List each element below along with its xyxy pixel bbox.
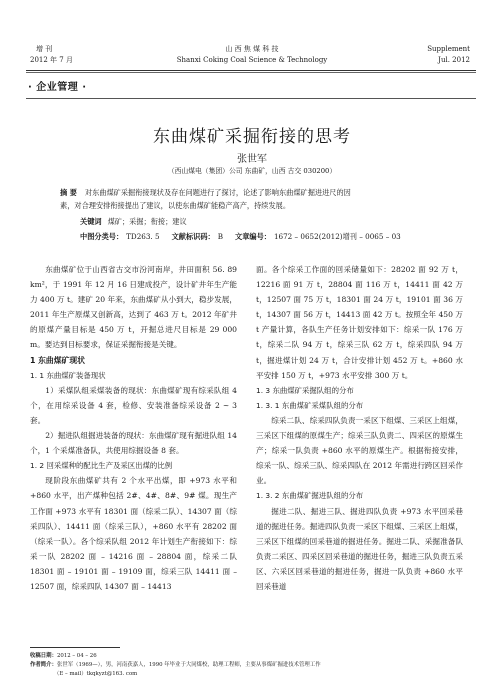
abstract-label: 摘 要 bbox=[60, 188, 77, 197]
header-issue: 增 刊 bbox=[36, 45, 53, 53]
body-paragraph: 面。各个综采工作面的回采储量如下：28202 面 92 万 t，12216 面 91 万 t，28804 面 116 万 t，14411 面 42 万 t，12507 面 75 万 t，18301 面 24 万 t，19101 面 36 万 t，14307 面 56 万 t，14413 面 42 万 t。按照全年 450 万 t 产量计算，各队生产任务计划安排如下：综采一队 176 万 t，综采二队 94 万 t，综采三队 62 万 t，综采四队 94 万 t，掘进煤计划 24 万 t，合计安排计划 452 万 t。+860 水平安排 150 万 t，+973 水平安排 300 万 t。 bbox=[256, 265, 463, 380]
clc-label: 中图分类号： bbox=[80, 232, 124, 241]
header-supplement: Supplement bbox=[427, 45, 470, 53]
subsection-heading: 1. 1 东曲煤矿装备现状 bbox=[30, 370, 106, 380]
subsubsection-heading: 1. 3. 1 东曲煤矿采煤队组的分布 bbox=[256, 400, 364, 410]
article-author: 张世军 bbox=[237, 154, 267, 165]
subsection-heading: 1. 2 回采煤种的配比生产及采区出煤的比例 bbox=[30, 461, 173, 471]
abstract-text-1: 对东曲煤矿采掘衔接现状及存在问题进行了探讨，论述了影响东曲煤矿掘进进尺的因 bbox=[84, 188, 351, 197]
footnote bbox=[30, 652, 480, 679]
author-email: （E – mail）tkqkyzt@163. com bbox=[54, 671, 138, 677]
header-rule-thin bbox=[26, 72, 476, 73]
doc-code-label: 文献标识码： bbox=[171, 232, 215, 241]
received-date: 2012 – 04 – 26 bbox=[56, 653, 97, 659]
clc-value: TD263. 5 bbox=[126, 232, 160, 241]
body-paragraph: 综采二队、综采四队负责一采区下组煤、三采区上组煤，三采区下组煤的原煤生产；综采三队负责二、四采区的原煤生产；综采一队负责 +860 水平的原煤生产。根据衔接安排，综采一队、综采三队、综采四队在 2012 年需进行跨区回采作业。 bbox=[256, 415, 463, 486]
keywords-label: 关键词 bbox=[80, 217, 102, 226]
subsubsection-heading: 1. 3. 2 东曲煤矿掘进队组的分布 bbox=[256, 491, 364, 501]
body-column-left bbox=[30, 262, 237, 594]
article-title: 东曲煤矿采掘衔接的思考 bbox=[153, 127, 351, 147]
abstract-text-2: 素，对合理安排衔接提出了建议，以使东曲煤矿能稳产高产，持续发展。 bbox=[60, 201, 291, 210]
body-paragraph: 东曲煤矿位于山西省古交市汾河南岸，井田面积 56. 89 km²，于 1991 年 12 月 16 日建成投产，设计矿井年生产能力 400 万 t。建矿 20 年来，东曲煤矿从小到大，稳步发展，2011 年生产原煤又创新高，达到了 463 万 t。2012 年矿井的原煤产量目标是 450 万 t，开掘总进尺目标是 29 000 m。要达到目标要求，保证采掘衔接是关键。 bbox=[30, 265, 237, 350]
article-no-value: 1672 – 0652(2012)增刊 – 0065 – 03 bbox=[273, 232, 401, 241]
body-paragraph: 1）采煤队组采煤装备的现状：东曲煤矿现有综采队组 4 个，在用综采设备 4 套，检修、安装准备综采设备 2 ~ 3 套。 bbox=[30, 385, 237, 425]
header-rule bbox=[26, 70, 476, 71]
keywords-text: 煤矿；采掘；衔接；建议 bbox=[107, 217, 187, 226]
article-no-label: 文章编号： bbox=[235, 232, 271, 241]
body-paragraph: 现阶段东曲煤矿共有 2 个水平出煤，即 +973 水平和 +860 水平，出产煤种包括 2#、4#、8#、9# 煤。现生产工作面 +973 水平有 18301 面（综采二队）、14307 面（综采四队）、14411 面（综采三队），+860 水平有 28202 面（综采一队）。各个综采队组 2012 年计划生产衔接如下：综采一队 28202 面 – 14216 面 – 28804 面，综采二队 18301 面 – 19101 面 – 19109 面，综采三队 14411 面 – 12507 面，综采四队 14307 面 – 14413 bbox=[30, 476, 237, 591]
classification-line bbox=[80, 232, 480, 242]
subsection-heading: 1. 3 东曲煤矿采掘队组的分布 bbox=[256, 385, 354, 395]
journal-name-cn: 山 西 焦 煤 科 技 bbox=[225, 45, 279, 53]
header-date: 2012 年 7 月 bbox=[30, 56, 73, 64]
header-date-en: Jul. 2012 bbox=[438, 56, 470, 64]
author-affiliation: （西山煤电（集团）公司 东曲矿，山西 古交 030200） bbox=[167, 167, 337, 175]
section-tag: · 企业管理 · bbox=[28, 82, 87, 93]
author-info: 张世军（1969—），男，河南获嘉人，1990 年毕业于大同煤校，助理工程师，主要从事煤矿掘进技术管理工作 bbox=[56, 662, 321, 668]
body-paragraph: 2）掘进队组掘进装备的现状：东曲煤矿现有掘进队组 14 个，1 个采煤准备队，共使用综掘设备 8 套。 bbox=[30, 431, 237, 456]
author-info-label: 作者简介： bbox=[30, 662, 57, 668]
footnote-rule bbox=[30, 647, 120, 648]
abstract bbox=[60, 186, 450, 212]
section-heading: 1 东曲煤矿现状 bbox=[30, 355, 85, 365]
keywords bbox=[80, 217, 187, 227]
header-right bbox=[427, 44, 470, 66]
body-column-right bbox=[256, 262, 463, 594]
received-label: 收稿日期： bbox=[30, 653, 57, 659]
body-paragraph: 掘进二队、掘进三队、掘进四队负责 +973 水平回采巷道的掘进任务。掘进四队负责一采区下组煤、三采区上组煤，三采区下组煤的回采巷道的掘进任务。掘进二队、采掘准备队负责二采区、四采区回采巷道的掘进任务，掘进三队负责五采区、六采区回采巷道的掘进任务，掘进一队负责 +860 水平回采巷道 bbox=[256, 506, 463, 591]
section-rule bbox=[26, 98, 476, 99]
journal-name-en: Shanxi Coking Coal Science & Technology bbox=[176, 56, 328, 64]
doc-code-value: B bbox=[217, 232, 223, 241]
